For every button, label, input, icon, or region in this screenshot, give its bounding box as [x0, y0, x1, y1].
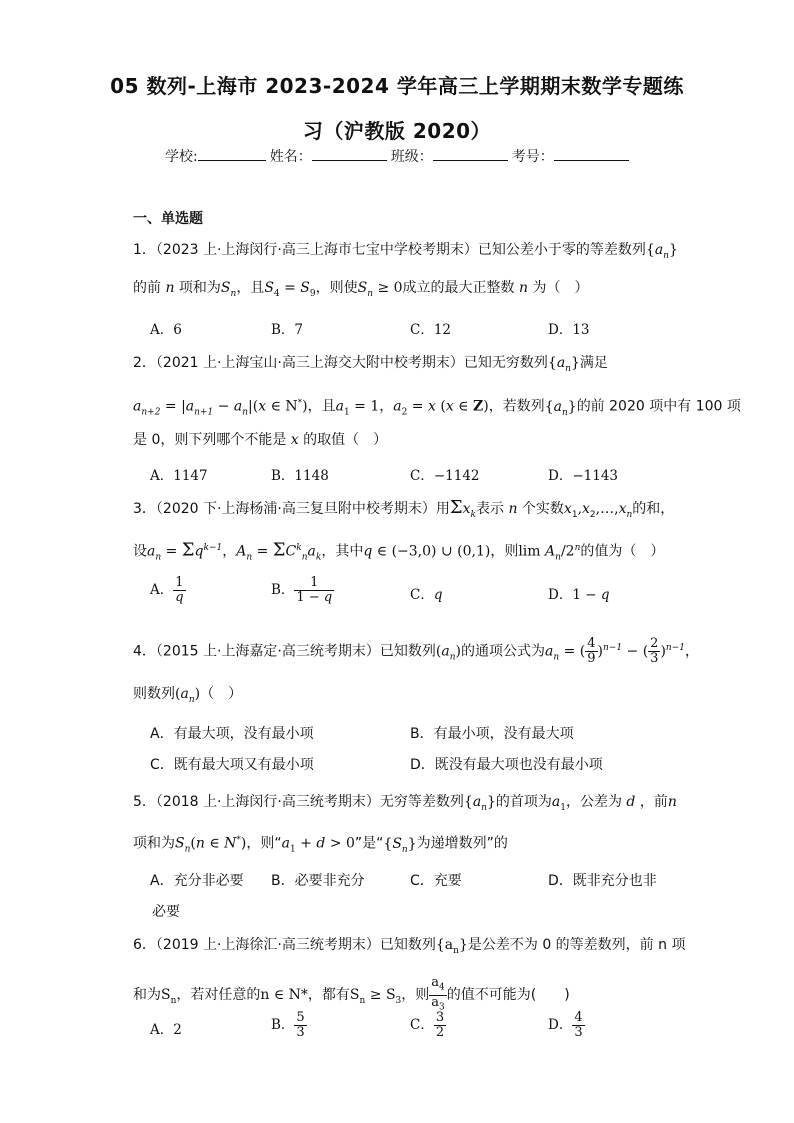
question-2-line3: 是 0，则下列哪个不能是 x 的取值（ ） [133, 432, 388, 448]
q5-option-a[interactable]: A．充分非必要 [150, 873, 244, 889]
q5-option-d-wrap: 必要 [152, 904, 180, 920]
question-1-line1: 1．（2023 上·上海闵行·高三上海市七宝中学校考期末）已知公差小于零的等差数列$\{a_n\}$ [133, 242, 678, 261]
q2-option-b[interactable]: B．1148 [271, 468, 329, 484]
q5-option-b[interactable]: B．必要非充分 [271, 873, 365, 889]
question-1-line2: 的前 n 项和为$S_n$，且$S_4 = S_9$，则使$S_n \ge 0$成立的最大正整数 n 为（ ） [133, 280, 589, 299]
q3-option-b[interactable]: B． $\frac{1}{1 - q}$ [271, 575, 333, 605]
q1-option-b[interactable]: B．7 [271, 322, 304, 338]
question-3-line2: 设$a_n = \Sigma q^{k-1}$，$A_n = \Sigma C^k_na_k$，其中q ∈ (−3,0) ∪ (0,1)，则$\lim A_n/2^n$的值为（ ） [133, 539, 665, 563]
question-6-line2: 和为$S_n$，若对任意的n ∈ N*，都有$S_n \ge S_3$，则 $\frac{a_4}{a_3}$ 的值不可能为( ) [133, 975, 570, 1013]
q1-option-d[interactable]: D．13 [548, 322, 590, 338]
q3-option-d[interactable]: D．1 − q [548, 587, 610, 603]
doc-title-line1: 05 数列-上海市 2023-2024 学年高三上学期期末数学专题练 [110, 74, 684, 98]
class-label: 班级： [390, 149, 433, 165]
q4-option-d[interactable]: D．既没有最大项也没有最小项 [410, 757, 603, 773]
number-label: 考号： [511, 149, 554, 165]
q1-option-a[interactable]: A．6 [150, 322, 182, 338]
q2-option-c[interactable]: C．−1142 [410, 468, 480, 484]
q4-option-a[interactable]: A．有最大项，没有最小项 [150, 726, 314, 742]
question-5-line1: 5．（2018 上·上海闵行·高三统考期末）无穷等差数列$\{a_n\}$的首项为$a_1$，公差为 d ，前n [133, 794, 677, 813]
q6-option-c[interactable]: C． $\frac{3}{2}$ [410, 1010, 445, 1040]
school-blank [198, 148, 266, 161]
q4-option-c[interactable]: C．既有最大项又有最小项 [150, 757, 314, 773]
section-title: 一、单选题 [133, 211, 203, 227]
question-4-line1: 4．（2015 上·上海嘉定·高三统考期末）已知数列$(a_n)$的通项公式为$a_n$ = ( $\frac{4}{9}$ )$^{n-1}$ − ( $\frac{2}{3}$ )$^{n-1}$， [133, 636, 699, 666]
student-info-row [165, 146, 633, 166]
q4-option-b[interactable]: B．有最小项，没有最大项 [410, 726, 574, 742]
number-blank [554, 148, 629, 161]
q6-option-a[interactable]: A．2 [150, 1022, 182, 1038]
name-label: 姓名： [269, 149, 312, 165]
q1-option-c[interactable]: C．12 [410, 322, 452, 338]
question-2-line2: $a_{n+2} = |a_{n+1} - a_n|(x$ ∈ N*)，且$a_1 = 1$，$a_2 = x$ (x ∈ Z)，若数列$\{a_n\}$的前 2020 项中有 100 项 [133, 398, 741, 418]
class-blank [433, 148, 508, 161]
q2-option-d[interactable]: D．−1143 [548, 468, 618, 484]
question-6-line1: 6．（2019 上·上海徐汇·高三统考期末）已知数列$\{a_n\}$是公差不为 0 的等差数列，前 n 项 [133, 937, 686, 956]
question-4-line2: 则数列$(a_n)$（ ） [133, 686, 243, 705]
q3-option-a[interactable]: A． $\frac{1}{q}$ [150, 575, 184, 605]
q2-option-a[interactable]: A．1147 [150, 468, 208, 484]
school-label: 学校: [165, 149, 198, 165]
name-blank [312, 148, 387, 161]
question-3-line1: 3．（2020 下·上海杨浦·高三复旦附中校考期末）用$\Sigma x_k$表示 n 个实数$x_1,x_2,\dots,x_n$的和， [133, 497, 675, 520]
question-2-line1: 2．（2021 上·上海宝山·高三上海交大附中校考期末）已知无穷数列$\{a_n\}$满足 [133, 355, 608, 374]
question-5-line2: 项和为$S_n(n$ ∈ N*)，则“$a_1 + d > 0$”是“$\{S_n\}$为递增数列”的 [133, 835, 508, 855]
q5-option-c[interactable]: C．充要 [410, 873, 462, 889]
q6-option-b[interactable]: B． $\frac{5}{3}$ [271, 1010, 305, 1040]
q5-option-d[interactable]: D．既非充分也非 [548, 873, 657, 889]
q3-option-c[interactable]: C．q [410, 587, 443, 603]
q6-option-d[interactable]: D． $\frac{4}{3}$ [548, 1010, 583, 1040]
doc-title-line2: 习（沪教版 2020） [302, 119, 492, 143]
